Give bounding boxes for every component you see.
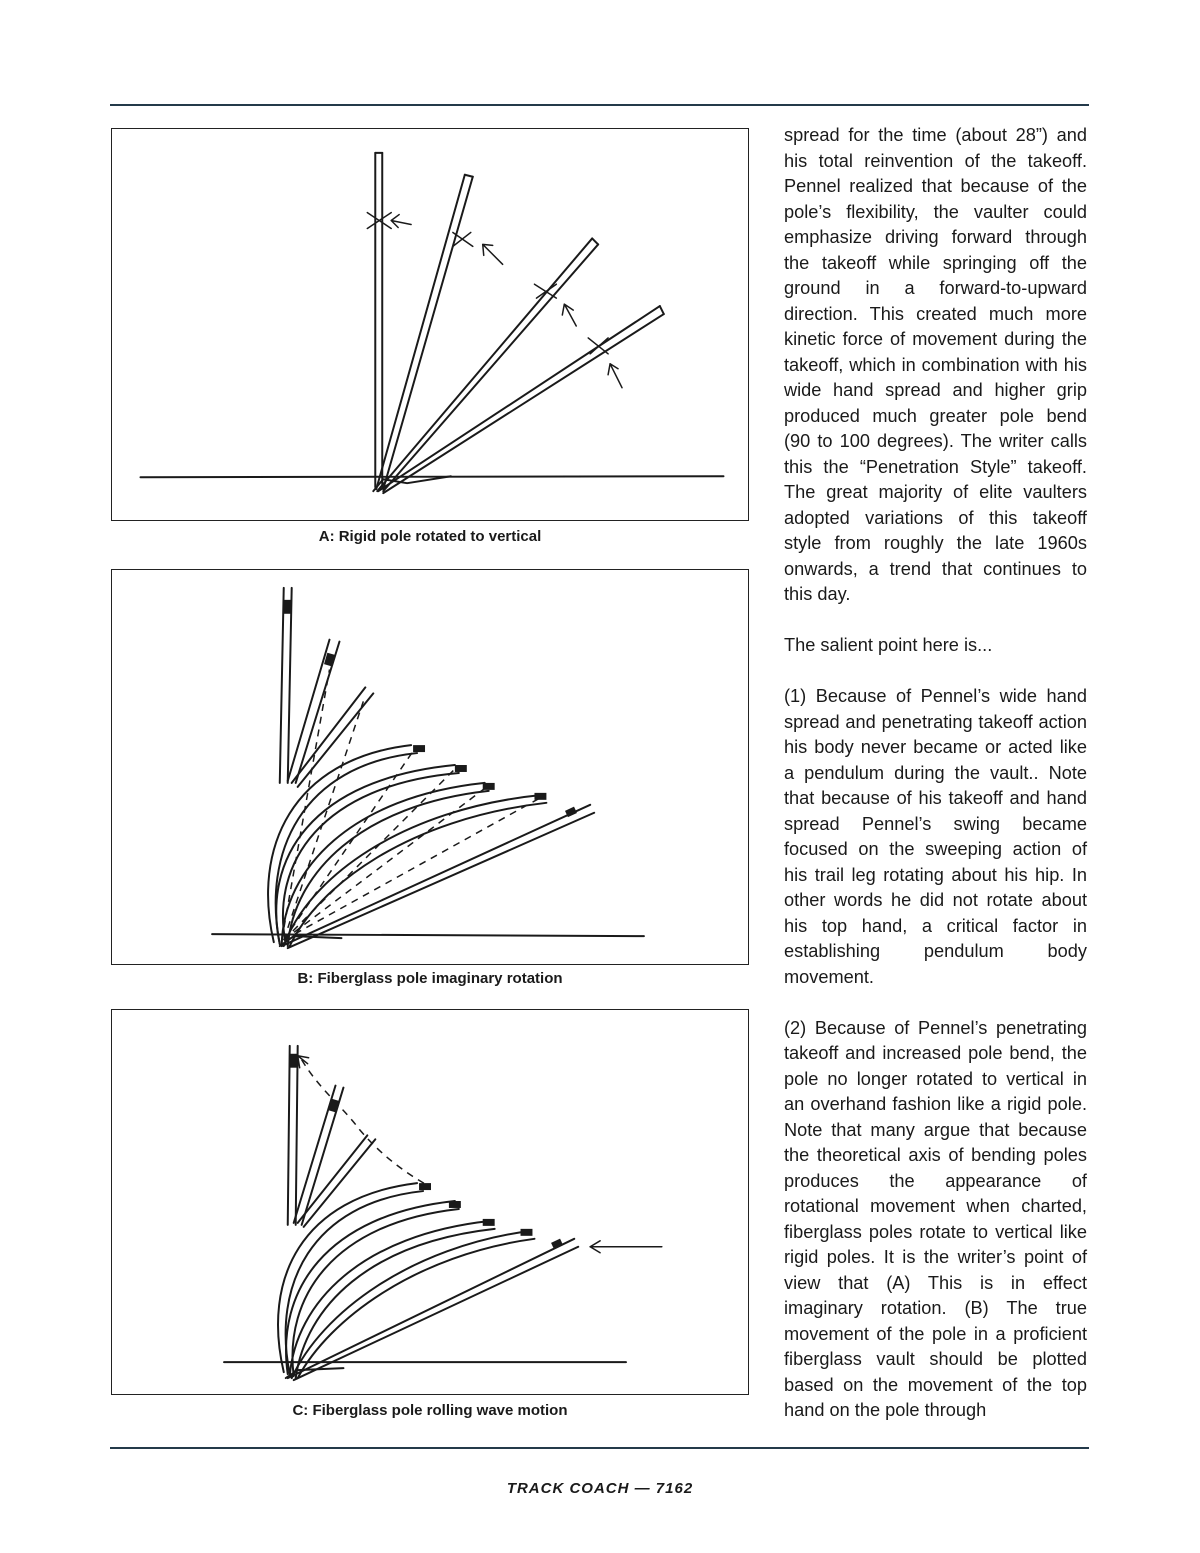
arrow-icon xyxy=(590,1241,662,1253)
fiberglass-pole xyxy=(280,588,292,783)
fiberglass-pole-imaginary-rotation-diagram-icon xyxy=(112,570,748,964)
figure-a-caption: A: Rigid pole rotated to vertical xyxy=(318,528,542,545)
figure-c-caption: C: Fiberglass pole rolling wave motion xyxy=(292,1402,568,1419)
fiberglass-pole xyxy=(268,745,546,946)
body-text-column xyxy=(784,123,1087,1449)
header-rule xyxy=(110,104,1089,106)
body-paragraph: (1) Because of Pennel’s wide hand spread and penetrating takeoff action his body never became or acted like a pendulum during the vault.. Note that because of his takeoff and hand spread Pennel’s swing became focused on the sweeping action of his trail leg rotating about his hip. In other words he did not rotate about his top hand, a critical factor in establishing pendulum body movement. xyxy=(784,686,1087,987)
fiberglass-pole xyxy=(288,1046,298,1225)
body-paragraph: spread for the time (about 28”) and his total reinvention of the takeoff. Pennel realized that because of the pole’s flexibility, the vaulter could emphasize driving forward through the takeoff while springing off the ground in a forward-to-upward direction. This created much more kinetic force of movement during the takeoff, which in combination with his wide hand spread and higher grip produced much greater pole bend (90 to 100 degrees). The writer calls this the “Penetration Style” takeoff. The great majority of elite vaulters adopted variations of this takeoff style from roughly the late 1960s onwards, a trend that continues to this day. xyxy=(784,125,1087,604)
rigid-pole xyxy=(367,153,411,487)
body-paragraph: (2) Because of Pennel’s penetrating takeoff and increased pole bend, the pole no longer rotated to vertical in an overhand fashion like a rigid pole. Note that many argue that because the theoretical axis of bending poles produces the appearance of rotational movement when charted, fiberglass poles rotate to vertical like rigid poles. It is the writer’s point of view that (A) This is in effect imaginary rotation. (B) The true movement of the pole in a proficient fiberglass vault should be plotted based on the movement of the top hand on the pole through xyxy=(784,1017,1087,1420)
footer-rule xyxy=(110,1447,1089,1449)
fiberglass-pole-rolling-wave-diagram-icon xyxy=(112,1010,748,1394)
fiberglass-pole xyxy=(294,1086,344,1225)
page-footer: TRACK COACH — 7162 xyxy=(506,1480,694,1497)
figure-b-caption: B: Fiberglass pole imaginary rotation xyxy=(297,970,563,987)
ground-line xyxy=(140,476,723,477)
body-paragraph: The salient point here is... xyxy=(784,635,993,655)
fiberglass-pole xyxy=(298,1135,376,1227)
figure-a xyxy=(111,128,749,521)
figure-b xyxy=(111,569,749,965)
fiberglass-pole xyxy=(282,805,594,948)
ground-line xyxy=(212,934,644,936)
rigid-pole-rotation-diagram-icon xyxy=(112,129,748,520)
fiberglass-pole xyxy=(288,1239,578,1380)
figure-c xyxy=(111,1009,749,1395)
